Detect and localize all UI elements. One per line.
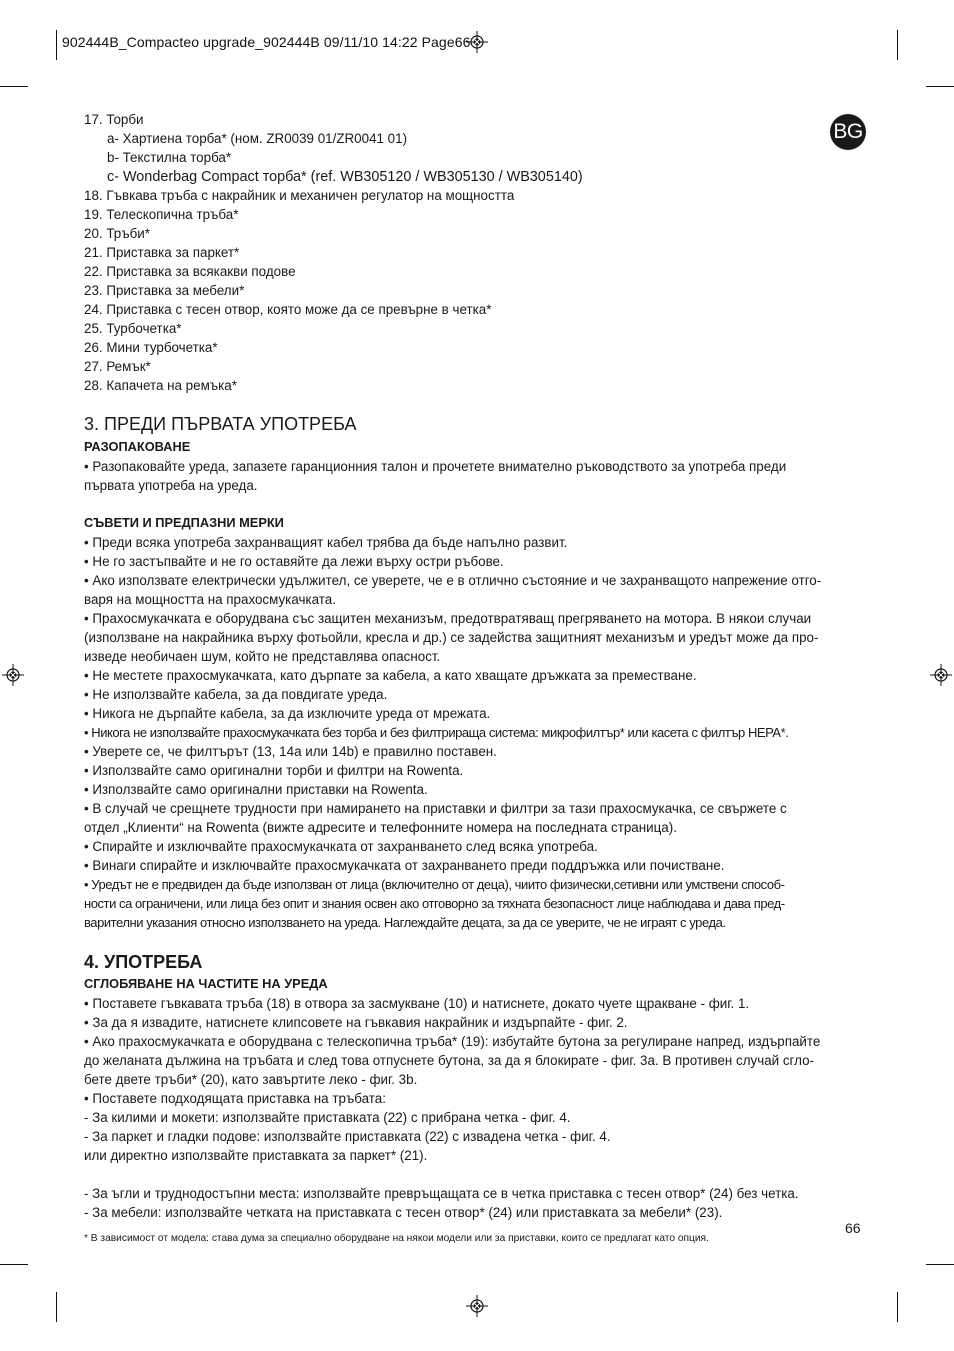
subsection-heading: РАЗОПАКОВАНЕ — [84, 439, 191, 454]
list-item: 27. Ремък* — [84, 359, 151, 374]
paragraph-line: • Спирайте и изключвайте прахосмукачката от захранването след всяка употреба. — [84, 839, 598, 854]
crop-mark — [926, 1264, 954, 1265]
crop-mark — [0, 1264, 28, 1265]
paragraph-line: отдел „Клиенти“ на Rowenta (вижте адресите и телефонните номера на последната страница). — [84, 820, 677, 835]
paragraph-line: бете двете тръби* (20), като завъртите леко - фиг. 3b. — [84, 1072, 418, 1087]
list-item: 21. Приставка за паркет* — [84, 245, 240, 260]
list-item: 18. Гъвкава тръба с накрайник и механичен регулатор на мощността — [84, 188, 515, 203]
paragraph-line: (използване на накрайника върху фотьойли, кресла и др.) се задейства защитният механизъм и уредът може да про- — [84, 630, 819, 645]
crop-mark — [897, 30, 898, 60]
list-item: 24. Приставка с тесен отвор, която може да се превърне в четка* — [84, 302, 492, 317]
subsection-heading: СГЛОБЯВАНЕ НА ЧАСТИТЕ НА УРЕДА — [84, 976, 328, 991]
paragraph-line: • Никога не използвайте прахосмукачката без торба и без филтрираща система: микрофилтър* или касета с филтър HEPA*. — [84, 725, 789, 740]
paragraph-line: • Поставете гъвкавата тръба (18) в отвора за засмукване (10) и натиснете, докато чуете щракване - фиг. 1. — [84, 996, 750, 1011]
list-item: 23. Приставка за мебели* — [84, 283, 245, 298]
list-item: a- Хартиена торба* (ном. ZR0039 01/ZR0041 01) — [107, 131, 408, 146]
registration-mark-icon — [2, 664, 24, 686]
paragraph-line: • За да я извадите, натиснете клипсовете на гъвкавия накрайник и издърпайте - фиг. 2. — [84, 1015, 628, 1030]
paragraph-line: ности са ограничени, или лица без опит и знания освен ако отговорно за тяхната безопасност лице наблюдава и дава пред- — [84, 896, 785, 911]
paragraph-line: - За ъгли и труднодостъпни места: използвайте превръщащата се в четка приставка с тесен отвор* (24) без четка. — [84, 1186, 799, 1201]
list-item: 17. Торби — [84, 112, 144, 127]
paragraph-line: • Ако прахосмукачката е оборудвана с телескопична тръба* (19): избутайте бутона за регулиране напред, издърпайте — [84, 1034, 821, 1049]
list-item: 26. Мини турбочетка* — [84, 340, 218, 355]
footnote: * В зависимост от модела: става дума за специално оборудване на някои модели или за приставки, които се предлагат като опция. — [84, 1233, 709, 1244]
paragraph-line: първата употреба на уреда. — [84, 478, 258, 493]
paragraph-line: • Не използвайте кабела, за да повдигате уреда. — [84, 687, 388, 702]
registration-mark-icon — [930, 664, 952, 686]
list-item: b- Текстилна торба* — [107, 150, 232, 165]
paragraph-line: • Не местете прахосмукачката, като дърпате за кабела, а като хващате дръжката за преместване. — [84, 668, 697, 683]
page-number: 66 — [845, 1220, 861, 1236]
paragraph-line: • Никога не дърпайте кабела, за да изключите уреда от мрежата. — [84, 706, 491, 721]
paragraph-line: до желаната дължина на тръбата и след това отпуснете бутона, за да я блокирате - фиг. 3а. В противен случай сгло- — [84, 1053, 814, 1068]
paragraph-line: • Уредът не е предвиден да бъде използван от лица (включително от деца), чиито физически,сетивни или умствени способ- — [84, 877, 785, 892]
list-item: 25. Турбочетка* — [84, 321, 182, 336]
paragraph-line: изведе необичаен шум, който не представлява опасност. — [84, 649, 441, 664]
paragraph-line: • Поставете подходящата приставка на тръбата: — [84, 1091, 386, 1106]
list-item: 22. Приставка за всякакви подове — [84, 264, 296, 279]
paragraph-line: варителни указания относно използването на уреда. Наглеждайте децата, за да се уверите, че не играят с уреда. — [84, 915, 726, 930]
paragraph-line: • В случай че срещнете трудности при намирането на приставки и филтри за тази прахосмукачка, се свържете с — [84, 801, 787, 816]
paragraph-line: • Преди всяка употреба захранващият кабел трябва да бъде напълно развит. — [84, 535, 568, 550]
registration-mark-icon — [466, 31, 488, 53]
paragraph-line: - За мебели: използвайте четката на приставката с тесен отвор* (24) или приставката за мебели* (23). — [84, 1205, 723, 1220]
list-item: 28. Капачета на ремъка* — [84, 378, 237, 393]
crop-mark — [56, 1292, 57, 1322]
paragraph-line: или директно използвайте приставката за паркет* (21). — [84, 1148, 428, 1163]
paragraph-line: • Не го застъпвайте и не го оставяйте да лежи върху остри ръбове. — [84, 554, 504, 569]
paragraph-line: - За килими и мокети: използвайте приставката (22) с прибрана четка - фиг. 4. — [84, 1110, 571, 1125]
crop-mark — [0, 86, 28, 87]
paragraph-line: • Винаги спирайте и изключвайте прахосмукачката от захранването преди поддръжка или почистване. — [84, 858, 725, 873]
list-item: 20. Тръби* — [84, 226, 150, 241]
paragraph-line: • Прахосмукачката е оборудвана със защитен механизъм, предотвратяващ прегряването на мотора. В някои случаи — [84, 611, 812, 626]
crop-mark — [926, 86, 954, 87]
registration-mark-icon — [466, 1295, 488, 1317]
paragraph-line: варя на мощността на прахосмукачката. — [84, 592, 336, 607]
section-heading: 4. УПОТРЕБА — [84, 952, 203, 972]
paragraph-line: • Разопаковайте уреда, запазете гаранционния талон и прочетете внимателно ръководството за употреба преди — [84, 459, 787, 474]
crop-mark — [897, 1292, 898, 1322]
paragraph-line: - За паркет и гладки подове: използвайте приставката (22) с извадена четка - фиг. 4. — [84, 1129, 611, 1144]
subsection-heading: СЪВЕТИ И ПРЕДПАЗНИ МЕРКИ — [84, 515, 284, 530]
print-slug: 902444B_Compacteo upgrade_902444B 09/11/10 14:22 Page66 — [62, 34, 471, 50]
language-badge: BG — [830, 114, 866, 150]
crop-mark — [56, 30, 57, 60]
list-item: 19. Телескопична тръба* — [84, 207, 239, 222]
section-heading: 3. ПРЕДИ ПЪРВАТА УПОТРЕБА — [84, 414, 357, 434]
paragraph-line: • Ако използвате електрически удължител, се уверете, че е в отлично състояние и че захранващото напрежение отго- — [84, 573, 822, 588]
list-item: c- Wonderbag Compact торба* (ref. WB305120 / WB305130 / WB305140) — [107, 169, 583, 185]
paragraph-line: • Използвайте само оригинални приставки на Rowenta. — [84, 782, 428, 797]
paragraph-line: • Уверете се, че филтърът (13, 14a или 14b) е правилно поставен. — [84, 744, 497, 759]
paragraph-line: • Използвайте само оригинални торби и филтри на Rowenta. — [84, 763, 464, 778]
